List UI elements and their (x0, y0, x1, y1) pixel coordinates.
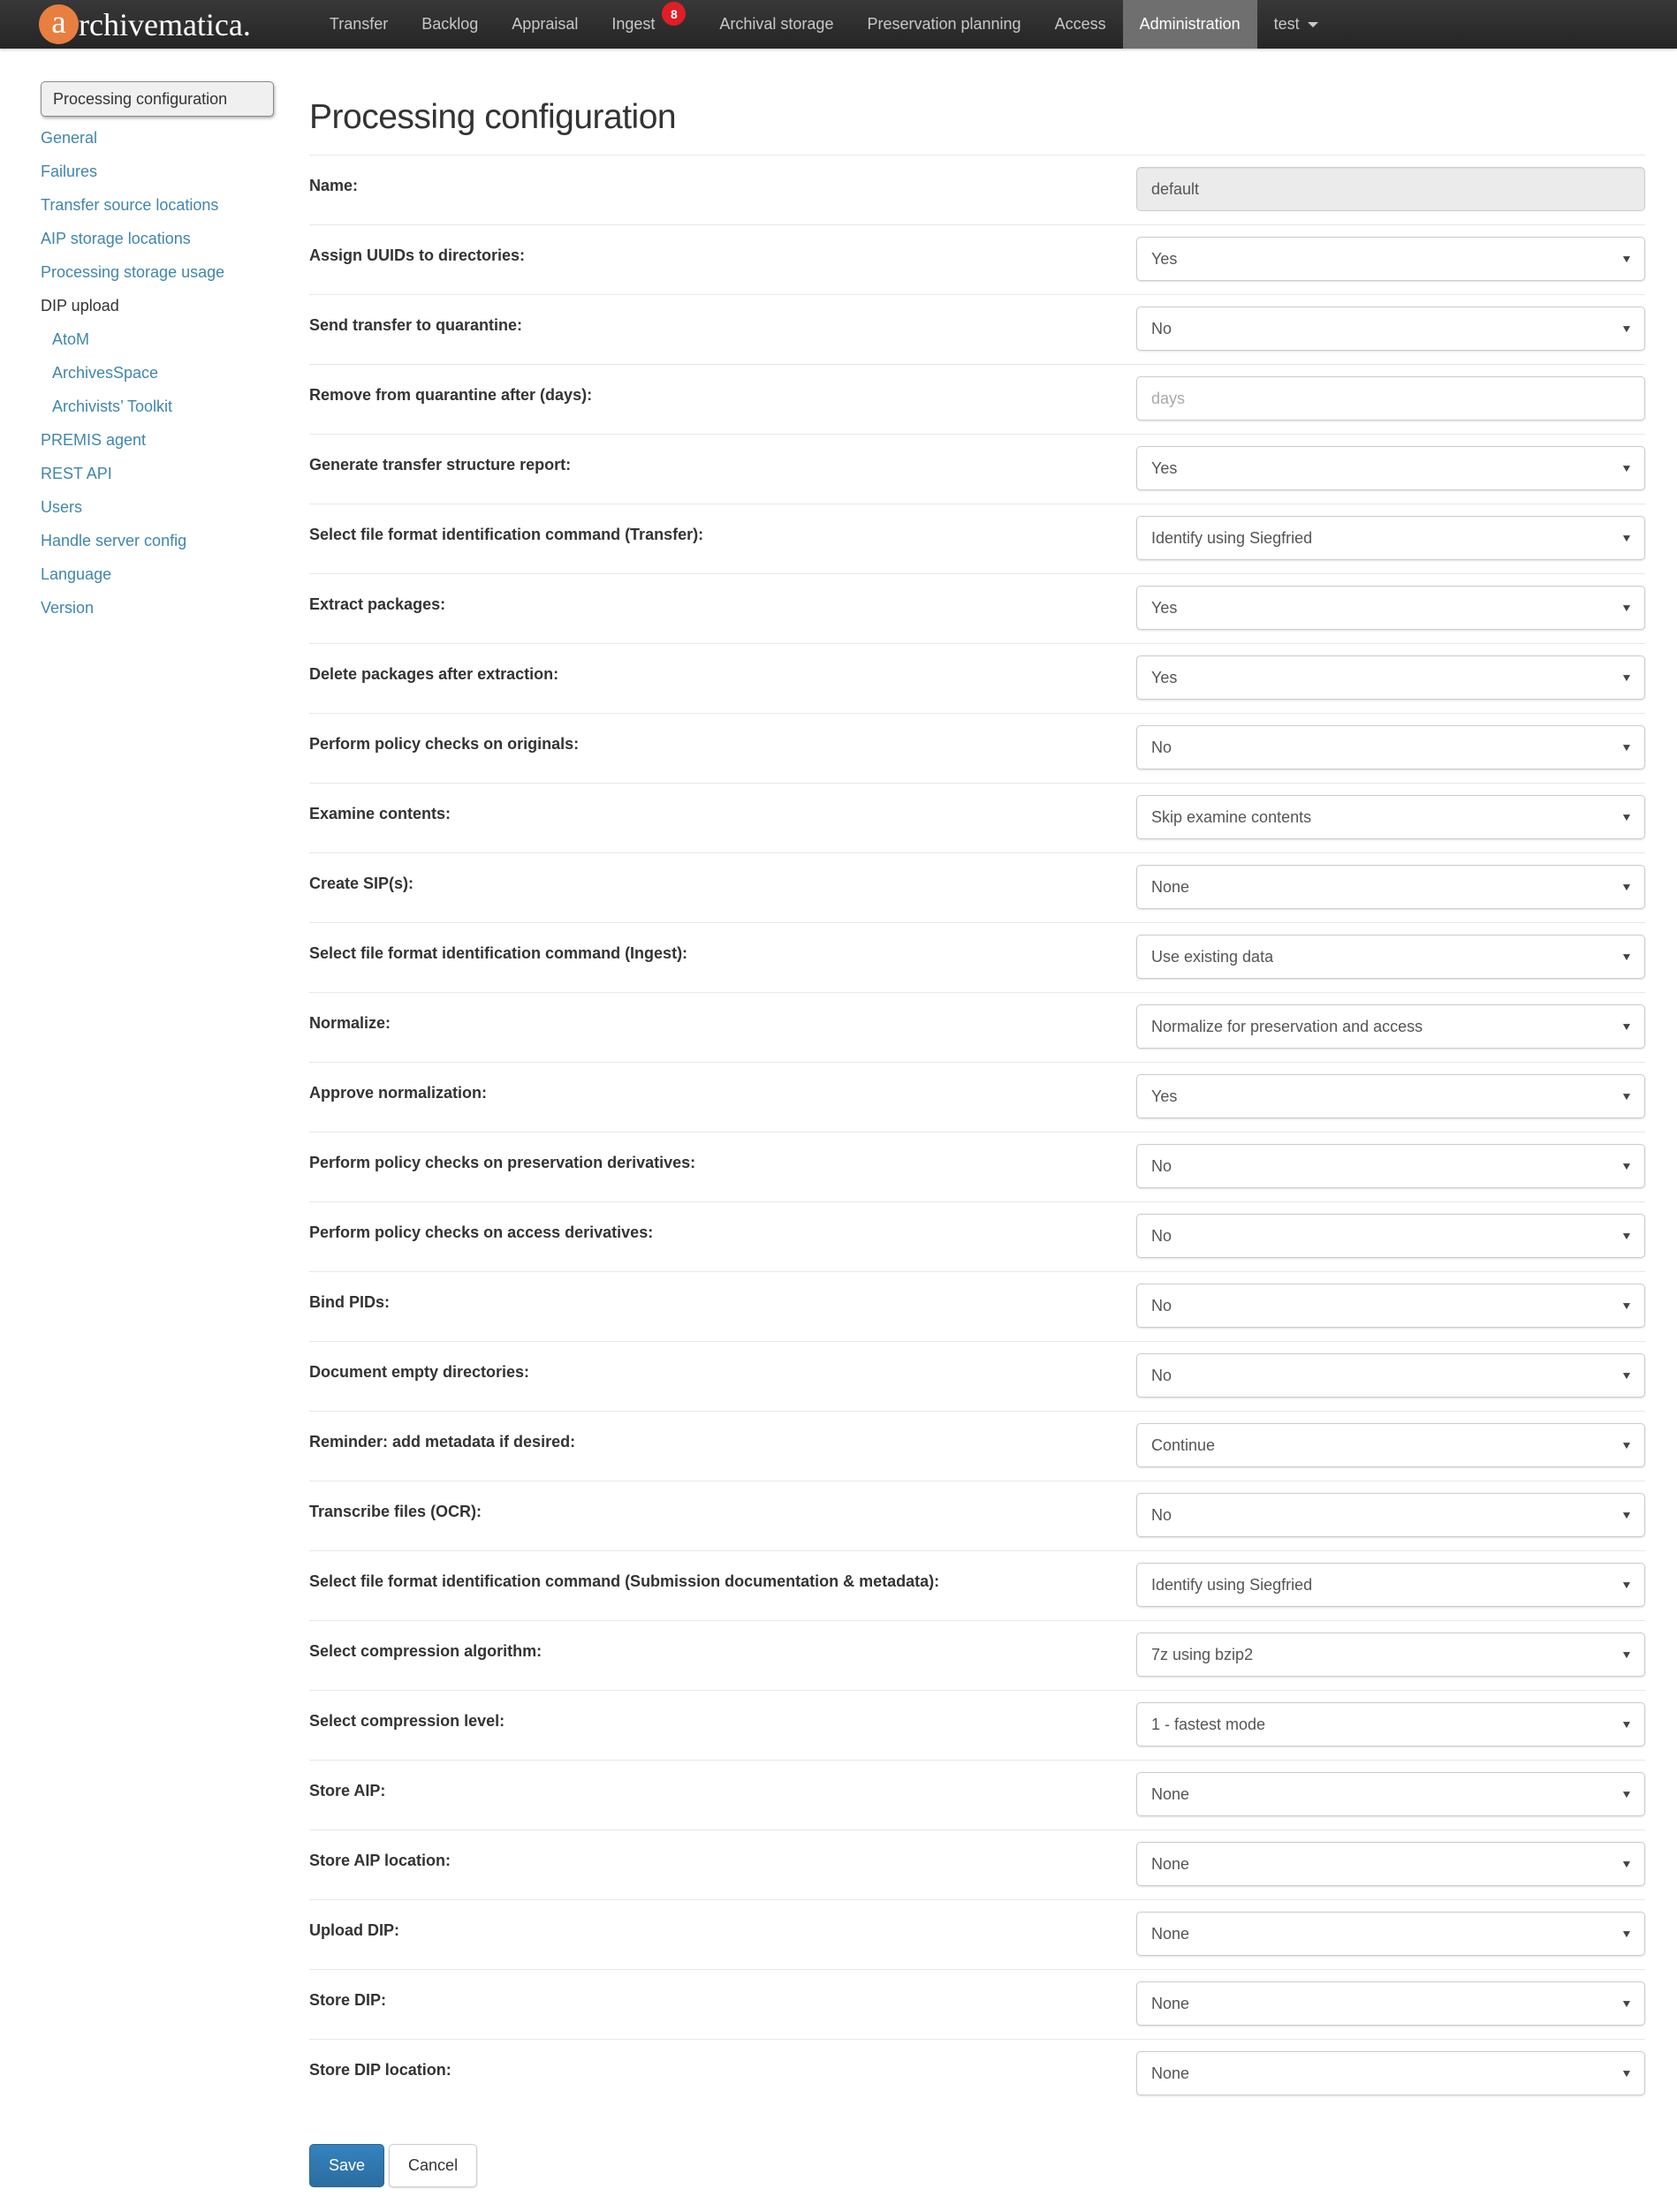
main-content (309, 49, 1677, 2212)
select-extract-packages[interactable] (1136, 586, 1645, 630)
form-row-perform-policy-checks-on-access-derivatives (309, 1201, 1645, 1271)
save-button[interactable]: Save (309, 2144, 384, 2187)
field-label: Select file format identification command (Ingest): (309, 944, 688, 962)
sidebar-item-processing-storage-usage[interactable]: Processing storage usage (41, 263, 225, 281)
nav-item-preservation-planning[interactable] (850, 0, 1037, 49)
field-label: Bind PIDs: (309, 1293, 391, 1311)
logo-a-icon: a (39, 4, 79, 44)
form-row-assign-uuids-to-directories (309, 224, 1645, 294)
field-label: Create SIP(s): (309, 875, 414, 892)
select-document-empty-directories[interactable] (1136, 1353, 1645, 1398)
sidebar-item-aip-storage-locations[interactable]: AIP storage locations (41, 230, 191, 247)
form-row-store-aip (309, 1760, 1645, 1829)
field-label: Transcribe files (OCR): (309, 1503, 482, 1520)
dropdown-caret-icon: ▼ (1620, 1858, 1633, 1870)
field-label: Remove from quarantine after (days): (309, 386, 593, 404)
form-row-send-transfer-to-quarantine (309, 294, 1645, 364)
dropdown-caret-icon: ▼ (1620, 1718, 1633, 1731)
nav-item-test[interactable] (1257, 0, 1335, 49)
dropdown-caret-icon: ▼ (1620, 1160, 1633, 1172)
select-reminder-add-metadata-if-desired[interactable] (1136, 1423, 1645, 1467)
nav-item-ingest[interactable] (595, 0, 702, 49)
dropdown-caret-icon: ▼ (1620, 602, 1633, 614)
field-label: Perform policy checks on originals: (309, 735, 580, 753)
brand-text: rchivematica. (79, 6, 251, 42)
select-transcribe-files-ocr[interactable] (1136, 1493, 1645, 1537)
dropdown-caret-icon: ▼ (1620, 1509, 1633, 1521)
form-row-document-empty-directories (309, 1341, 1645, 1411)
form-row-select-file-format-identification-command-transfer (309, 504, 1645, 573)
form-row-select-file-format-identification-command-ingest (309, 922, 1645, 992)
form-row-reminder-add-metadata-if-desired (309, 1411, 1645, 1481)
select-assign-uuids-to-directories[interactable] (1136, 237, 1645, 281)
dropdown-caret-icon: ▼ (1620, 1230, 1633, 1242)
field-label: Perform policy checks on access derivatives: (309, 1223, 654, 1241)
field-label: Approve normalization: (309, 1084, 488, 1102)
nav-item-appraisal[interactable] (495, 0, 595, 49)
field-label: Select compression level: (309, 1712, 505, 1730)
field-label: Extract packages: (309, 595, 446, 613)
dropdown-caret-icon: ▼ (1620, 462, 1633, 474)
field-label: Select file format identification command (Submission documentation & metadata): (309, 1572, 940, 1590)
field-label: Normalize: (309, 1014, 391, 1032)
select-send-transfer-to-quarantine[interactable] (1136, 307, 1645, 351)
select-normalize[interactable] (1136, 1004, 1645, 1049)
dropdown-caret-icon: ▼ (1620, 1579, 1633, 1591)
sidebar-item-premis-agent[interactable]: PREMIS agent (41, 431, 147, 449)
field-label: Examine contents: (309, 805, 452, 822)
sidebar-item-version[interactable]: Version (41, 599, 95, 617)
select-select-file-format-identification-command-submission-documentation-metadata[interactable] (1136, 1563, 1645, 1607)
field-label: Store DIP location: (309, 2061, 452, 2079)
sidebar-item-general[interactable]: General (41, 129, 98, 147)
select-select-compression-level[interactable] (1136, 1702, 1645, 1746)
field-label: Generate transfer structure report: (309, 456, 572, 473)
sidebar-item-failures[interactable]: Failures (41, 163, 98, 180)
sidebar-item-dip-upload: DIP upload (41, 297, 119, 314)
select-generate-transfer-structure-report[interactable] (1136, 446, 1645, 490)
dropdown-caret-icon: ▼ (1620, 1020, 1633, 1033)
select-store-aip[interactable] (1136, 1772, 1645, 1816)
dropdown-caret-icon: ▼ (1620, 951, 1633, 963)
dropdown-caret-icon: ▼ (1620, 1997, 1633, 2010)
select-perform-policy-checks-on-preservation-derivatives[interactable] (1136, 1144, 1645, 1188)
form-row-perform-policy-checks-on-preservation-derivatives (309, 1132, 1645, 1201)
dropdown-caret-icon: ▼ (1620, 1928, 1633, 1940)
nav-item-administration[interactable] (1123, 0, 1257, 49)
sidebar-item-handle-server-config[interactable]: Handle server config (41, 532, 187, 549)
cancel-button[interactable]: Cancel (389, 2144, 477, 2187)
field-label: Upload DIP: (309, 1921, 399, 1939)
top-navbar (0, 0, 1677, 49)
dropdown-caret-icon: ▼ (1620, 1090, 1633, 1102)
form-row-bind-pids (309, 1271, 1645, 1341)
page-title: Processing configuration (309, 98, 677, 136)
select-approve-normalization[interactable] (1136, 1074, 1645, 1118)
sidebar-item-processing-configuration[interactable]: Processing configuration (41, 81, 274, 117)
form-row-delete-packages-after-extraction (309, 643, 1645, 713)
form-row-remove-from-quarantine-after-days (309, 364, 1645, 434)
field-label: Store DIP: (309, 1991, 387, 2009)
field-label: Reminder: add metadata if desired: (309, 1433, 576, 1451)
sidebar-item-transfer-source-locations[interactable]: Transfer source locations (41, 196, 219, 214)
dropdown-caret-icon: ▼ (1620, 1788, 1633, 1800)
form-row-normalize (309, 992, 1645, 1062)
form-row-select-file-format-identification-command-submission-documentation-metadata (309, 1550, 1645, 1620)
field-label: Perform policy checks on preservation derivatives: (309, 1154, 696, 1171)
select-select-compression-algorithm[interactable] (1136, 1632, 1645, 1677)
select-create-sip-s[interactable] (1136, 865, 1645, 909)
dropdown-caret-icon: ▼ (1620, 881, 1633, 893)
nav-item-label: Preservation planning (867, 15, 1021, 33)
nav-item-label: Backlog (421, 15, 479, 33)
nav-item-archival-storage[interactable] (702, 0, 850, 49)
dropdown-caret-icon: ▼ (1620, 532, 1633, 544)
input-name[interactable] (1136, 167, 1645, 211)
nav-item-backlog[interactable] (405, 0, 495, 49)
input-remove-from-quarantine-after-days[interactable] (1136, 376, 1645, 420)
nav-item-label: Ingest (611, 15, 656, 33)
select-perform-policy-checks-on-originals[interactable] (1136, 725, 1645, 769)
nav-item-access[interactable] (1038, 0, 1123, 49)
dropdown-caret-icon: ▼ (1620, 1648, 1633, 1661)
sidebar-item-language[interactable]: Language (41, 565, 112, 583)
nav-item-label: Access (1054, 15, 1106, 33)
dropdown-caret-icon: ▼ (1620, 741, 1633, 754)
nav-item-label: Administration (1139, 15, 1241, 33)
sidebar-item-users[interactable]: Users (41, 498, 83, 516)
field-label: Delete packages after extraction: (309, 665, 559, 683)
sidebar-item-archivists-toolkit[interactable]: Archivists’ Toolkit (52, 398, 173, 415)
form-row-name (309, 155, 1645, 224)
nav-item-label: Transfer (329, 15, 389, 33)
field-label: Select compression algorithm: (309, 1642, 543, 1660)
form-row-approve-normalization (309, 1062, 1645, 1132)
sidebar-item-archivesspace[interactable]: ArchivesSpace (52, 364, 159, 382)
dropdown-caret-icon: ▼ (1620, 1439, 1633, 1451)
select-delete-packages-after-extraction[interactable] (1136, 655, 1645, 700)
sidebar-item-rest-api[interactable]: REST API (41, 465, 112, 482)
field-label: Store AIP: (309, 1782, 386, 1799)
form-row-extract-packages (309, 573, 1645, 643)
select-examine-contents[interactable] (1136, 795, 1645, 839)
nav-item-label: test (1273, 15, 1300, 33)
dropdown-caret-icon: ▼ (1620, 2067, 1633, 2079)
field-label: Send transfer to quarantine: (309, 316, 523, 334)
select-store-aip-location[interactable] (1136, 1842, 1645, 1886)
form-row-generate-transfer-structure-report (309, 434, 1645, 504)
processing-config-form (309, 155, 1645, 2109)
dropdown-caret-icon: ▼ (1620, 811, 1633, 823)
select-select-file-format-identification-command-transfer[interactable] (1136, 516, 1645, 560)
nav-item-label: Archival storage (719, 15, 834, 33)
select-bind-pids[interactable] (1136, 1284, 1645, 1328)
form-row-create-sip-s (309, 852, 1645, 922)
form-row-store-dip (309, 1969, 1645, 2039)
form-row-store-dip-location (309, 2039, 1645, 2109)
field-label: Store AIP location: (309, 1852, 452, 1869)
form-row-perform-policy-checks-on-originals (309, 713, 1645, 783)
main-menu (313, 0, 1335, 49)
select-store-dip[interactable] (1136, 1981, 1645, 2026)
user-menu-caret-icon (1308, 22, 1318, 27)
select-store-dip-location[interactable] (1136, 2051, 1645, 2095)
ingest-count-badge: 8 (662, 2, 686, 26)
dropdown-caret-icon: ▼ (1620, 1299, 1633, 1312)
select-upload-dip[interactable] (1136, 1912, 1645, 1956)
form-row-transcribe-files-ocr (309, 1481, 1645, 1550)
app-logo[interactable] (0, 0, 262, 49)
form-row-examine-contents (309, 783, 1645, 852)
field-label: Assign UUIDs to directories: (309, 246, 526, 264)
field-label: Document empty directories: (309, 1363, 530, 1381)
form-row-upload-dip (309, 1899, 1645, 1969)
dropdown-caret-icon: ▼ (1620, 253, 1633, 265)
sidebar-item-atom[interactable]: AtoM (52, 330, 90, 348)
field-label: Select file format identification command (Transfer): (309, 526, 704, 543)
form-row-select-compression-algorithm (309, 1620, 1645, 1690)
nav-item-label: Appraisal (512, 15, 579, 33)
form-actions (309, 2144, 1645, 2187)
select-select-file-format-identification-command-ingest[interactable] (1136, 935, 1645, 979)
dropdown-caret-icon: ▼ (1620, 322, 1633, 335)
nav-item-transfer[interactable] (313, 0, 405, 49)
dropdown-caret-icon: ▼ (1620, 1369, 1633, 1382)
select-perform-policy-checks-on-access-derivatives[interactable] (1136, 1214, 1645, 1258)
form-row-select-compression-level (309, 1690, 1645, 1760)
admin-sidebar (0, 49, 309, 625)
dropdown-caret-icon: ▼ (1620, 671, 1633, 684)
form-row-store-aip-location (309, 1829, 1645, 1899)
field-label: Name: (309, 177, 359, 194)
